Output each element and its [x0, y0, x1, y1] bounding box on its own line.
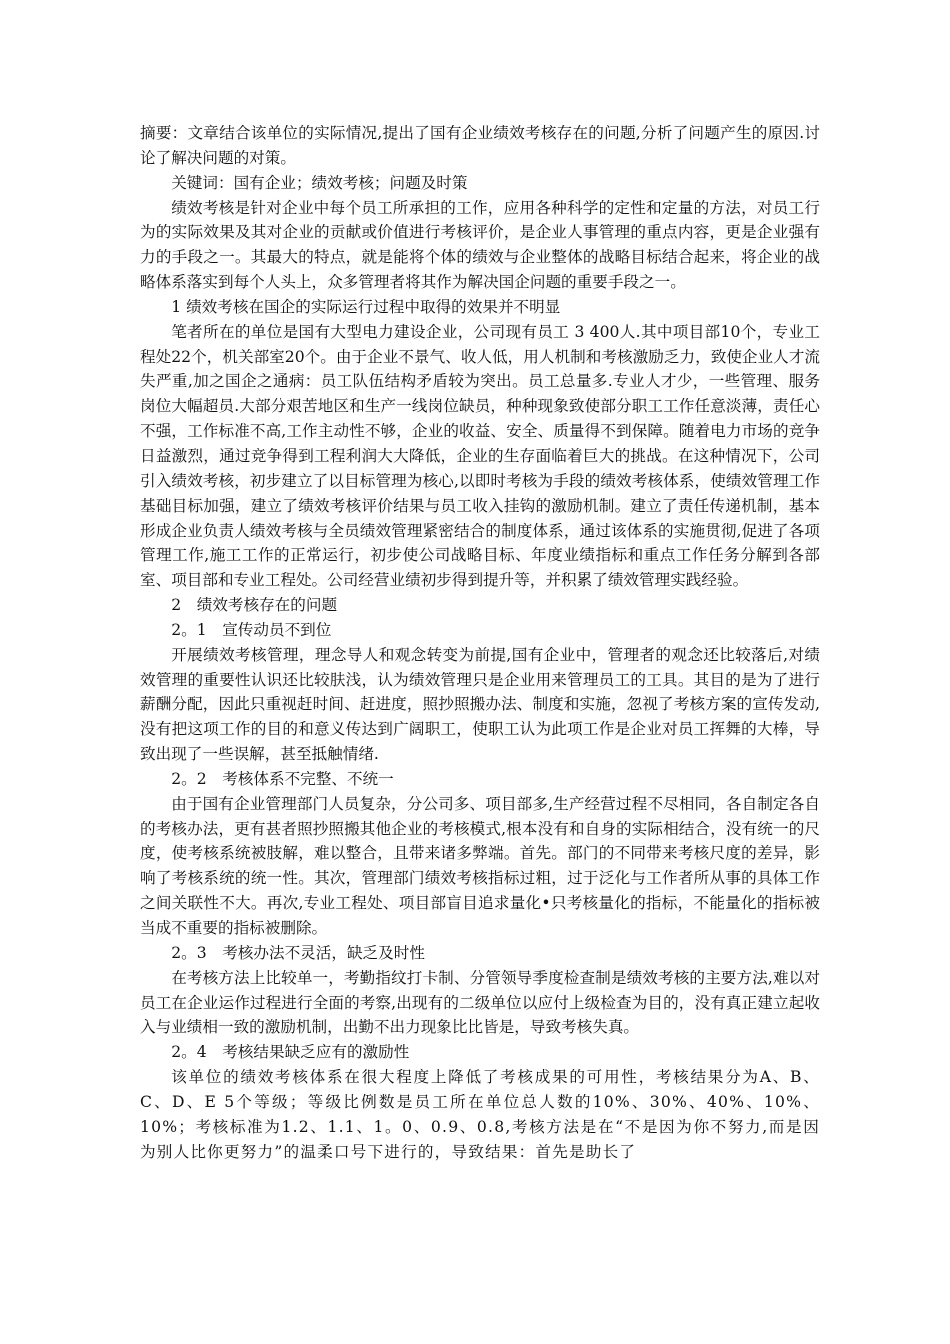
- document-page: [140, 121, 820, 1164]
- abstract: 摘要：文章结合该单位的实际情况,提出了国有企业绩效考核存在的问题,分析了问题产生的原因.讨论了解决问题的对策。: [140, 124, 820, 167]
- section-2-1-body: 开展绩效考核管理，理念导人和观念转变为前提,国有企业中，管理者的观念还比较落后,对绩效管理的重要性认识还比较肤浅，认为绩效管理只是企业用来管理员工的工具。其目的是为了进行薪酬分配，因此只重视赶时间、赶进度，照抄照搬办法、制度和实施，忽视了考核方案的宣传发动,没有把这项工作的目的和意义传达到广阔职工，使职工认为此项工作是企业对员工挥舞的大棒，导致出现了一些误解，甚至抵触情绪.: [140, 645, 820, 764]
- keywords: 关键词：国有企业；绩效考核；问题及时策: [171, 173, 468, 192]
- section-2-4-heading: 2。4 考核结果缺乏应有的激励性: [171, 1043, 410, 1062]
- section-2-4-body: 该单位的绩效考核体系在很大程度上降低了考核成果的可用性，考核结果分为A、B、C、D、E 5个等级；等级比例数是员工所在单位总人数的10%、30%、40%、10%、10%；考核标准为1.2、1.1、1。0、0.9、0.8,考核方法是在“不是因为你不努力,而是因为别人比你更努力”的温柔口号下进行的，导致结果：首先是助长了: [140, 1068, 820, 1161]
- section-1-body: 笔者所在的单位是国有大型电力建设企业，公司现有员工 3 400人.其中项目部10个，专业工程处22个，机关部室20个。由于企业不景气、收人低，用人机制和考核激励乏力，致使企业人才流失严重,加之国企之通病：员工队伍结构矛盾较为突出。员工总量多.专业人才少，一些管理、服务岗位大幅超员.大部分艰苦地区和生产一线岗位缺员，种种现象致使部分职工工作任意淡薄，责任心不强，工作标准不高,工作主动性不够，企业的收益、安全、质量得不到保障。随着电力市场的竞争日益激烈，通过竞争得到工程利润大大降低，企业的生存面临着巨大的挑战。在这种情况下，公司引入绩效考核，初步建立了以目标管理为核心,以即时考核为手段的绩效考核体系，使绩效管理工作基础目标加强，建立了绩效考核评价结果与员工收入挂钩的激励机制。建立了责任传递机制，基本形成企业负责人绩效考核与全员绩效管理紧密结合的制度体系，通过该体系的实施贯彻,促进了各项管理工作,施工工作的正常运行，初步使公司战略目标、年度业绩指标和重点工作任务分解到各部室、项目部和专业工程处。公司经营业绩初步得到提升等，并积累了绩效管理实践经验。: [140, 322, 820, 590]
- section-2-3-body: 在考核方法上比较单一，考勤指纹打卡制、分管领导季度检查制是绩效考核的主要方法,难以对员工在企业运作过程进行全面的考察,出现有的二级单位以应付上级检查为目的，没有真正建立起收入与业绩相一致的激励机制，出勤不出力现象比比皆是，导致考核失真。: [140, 968, 820, 1037]
- section-1-heading: 1 绩效考核在国企的实际运行过程中取得的效果并不明显: [171, 297, 561, 316]
- section-2-3-heading: 2。3 考核办法不灵活，缺乏及时性: [171, 943, 425, 962]
- section-2-1-heading: 2。1 宣传动员不到位: [171, 620, 332, 639]
- intro-paragraph: 绩效考核是针对企业中每个员工所承担的工作，应用各种科学的定性和定量的方法，对员工行为的实际效果及其对企业的贡献或价值进行考核评价，是企业人事管理的重点内容，更是企业强有力的手段之一。其最大的特点，就是能将个体的绩效与企业整体的战略目标结合起来，将企业的战略体系落实到每个人头上，众多管理者将其作为解决国企问题的重要手段之一。: [140, 198, 820, 292]
- section-2-heading: 2 绩效考核存在的问题: [171, 596, 338, 615]
- section-2-2-body: 由于国有企业管理部门人员复杂，分公司多、项目部多,生产经营过程不尽相同，各自制定各自的考核办法，更有甚者照抄照搬其他企业的考核模式,根本没有和自身的实际相结合，没有统一的尺度，使考核系统被肢解，难以整合，且带来诸多弊端。首先。部门的不同带来考核尺度的差异，影响了考核系统的统一性。其次，管理部门绩效考核指标过粗，过于泛化与工作者所从事的具体工作之间关联性不大。再次,专业工程处、项目部盲目追求量化•只考核量化的指标，不能量化的指标被当成不重要的指标被删除。: [140, 794, 820, 937]
- section-2-2-heading: 2。2 考核体系不完整、不统一: [171, 769, 394, 788]
